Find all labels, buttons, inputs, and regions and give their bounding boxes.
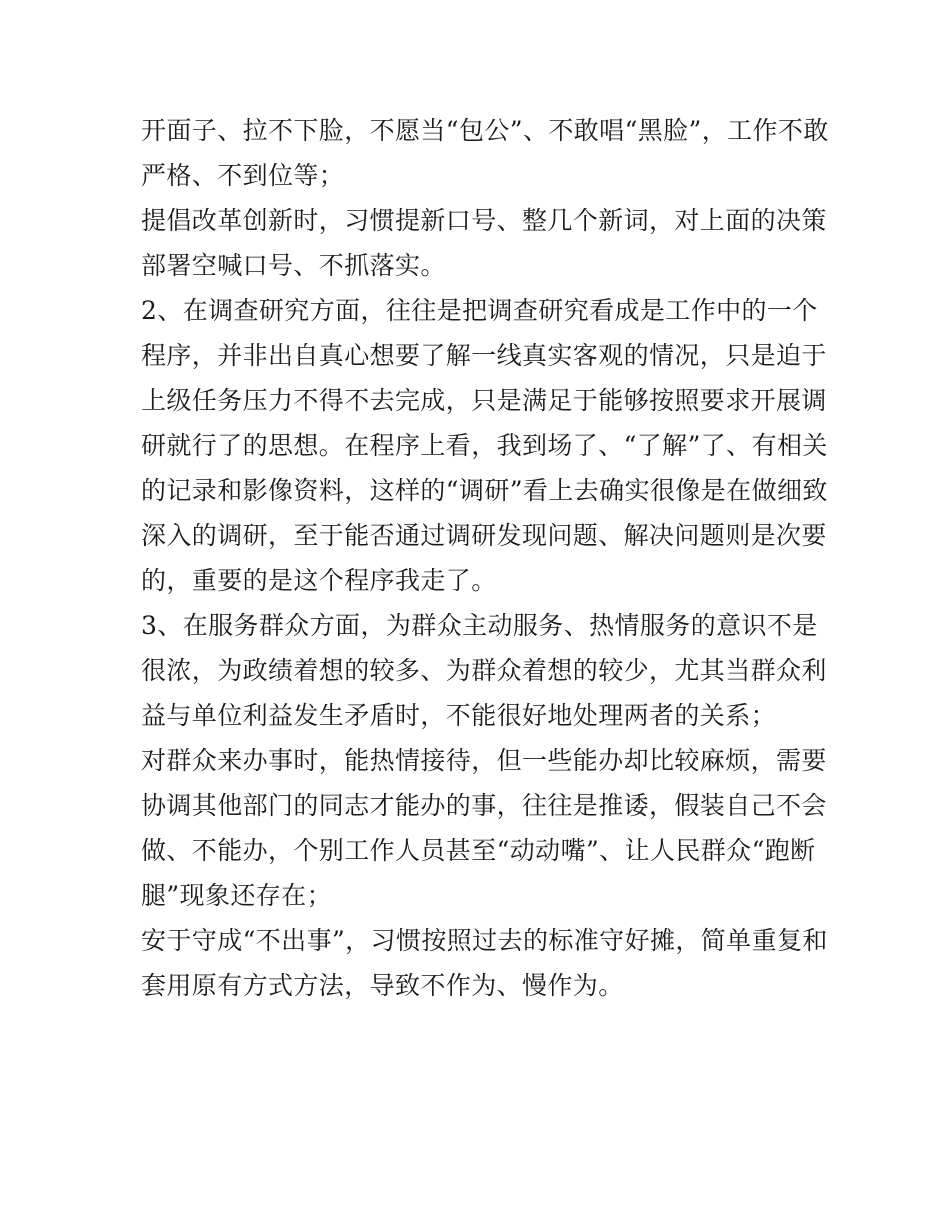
- text-line: 很浓，为政绩着想的较多、为群众着想的较少，尤其当群众利: [141, 656, 827, 685]
- text-line: 协调其他部门的同志才能办的事，往往是推诿，假装自己不会: [141, 791, 827, 820]
- text-line: 程序，并非出自真心想要了解一线真实客观的情况，只是迫于: [141, 341, 827, 370]
- text-line: 上级任务压力不得不去完成，只是满足于能够按照要求开展调: [141, 386, 827, 415]
- text-line: 深入的调研，至于能否通过调研发现问题、解决问题则是次要: [141, 521, 827, 550]
- text-line: 做、不能办，个别工作人员甚至“动动嘴”、让人民群众“跑断: [141, 836, 816, 865]
- text-line: 部署空喊口号、不抓落实。: [141, 251, 446, 280]
- text-line: 2、在调查研究方面，往往是把调查研究看成是工作中的一个: [141, 296, 818, 325]
- text-line: 提倡改革创新时，习惯提新口号、整几个新词，对上面的决策: [141, 206, 827, 235]
- text-line: 3、在服务群众方面，为群众主动服务、热情服务的意识不是: [141, 611, 818, 640]
- text-line: 对群众来办事时，能热情接待，但一些能办却比较麻烦，需要: [141, 746, 827, 775]
- text-line: 安于守成“不出事”，习惯按照过去的标准守好摊，简单重复和: [141, 926, 828, 955]
- text-line: 开面子、拉不下脸，不愿当“包公”、不敢唱“黑脸”，工作不敢: [141, 116, 829, 145]
- text-line: 的记录和影像资料，这样的“调研”看上去确实很像是在做细致: [141, 476, 828, 505]
- document-body: [141, 108, 829, 1008]
- text-line: 研就行了的思想。在程序上看，我到场了、“了解”了、有相关: [141, 431, 828, 460]
- text-line: 套用原有方式方法，导致不作为、慢作为。: [141, 971, 624, 1000]
- text-line: 的，重要的是这个程序我走了。: [141, 566, 497, 595]
- text-line: 益与单位利益发生矛盾时，不能很好地处理两者的关系；: [141, 701, 777, 730]
- text-line: 严格、不到位等；: [141, 161, 345, 190]
- text-line: 腿”现象还存在；: [141, 881, 332, 910]
